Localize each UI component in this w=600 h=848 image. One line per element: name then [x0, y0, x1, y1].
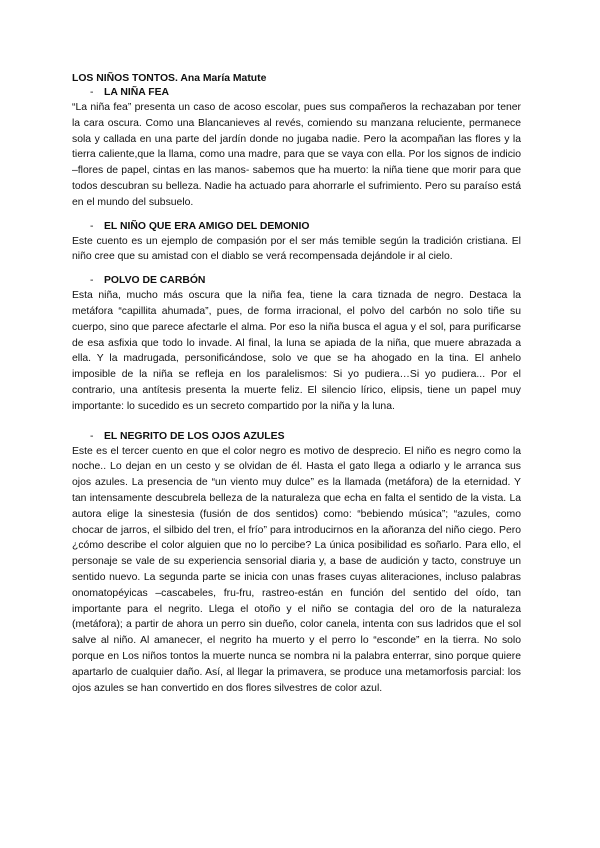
section-heading-text: LA NIÑA FEA — [104, 87, 170, 98]
section-heading — [72, 86, 521, 99]
bullet-dash: - — [90, 275, 94, 287]
bullet-dash: - — [90, 430, 94, 442]
section-heading — [72, 220, 521, 233]
section-polvo-de-carbon — [72, 274, 521, 414]
section-heading — [72, 430, 521, 443]
section-la-nina-fea — [72, 86, 521, 211]
section-el-negrito-de-los-ojos-azules — [72, 430, 521, 697]
section-heading-text: EL NEGRITO DE LOS OJOS AZULES — [104, 430, 285, 442]
document-title: LOS NIÑOS TONTOS. Ana María Matute — [72, 73, 267, 84]
section-heading-text: EL NIÑO QUE ERA AMIGO DEL DEMONIO — [104, 220, 310, 232]
section-body: Este cuento es un ejemplo de compasión por el ser más temible según la tradición cristiana. El niño cree que su amistad con el diablo se verá recompensada dejándole ir al cielo. — [72, 235, 521, 263]
section-el-nino-amigo-del-demonio — [72, 220, 521, 266]
section-heading-text: POLVO DE CARBÓN — [104, 275, 206, 287]
section-heading — [72, 274, 521, 287]
bullet-dash: - — [90, 87, 94, 98]
section-body: Este es el tercer cuento en que el color negro es motivo de desprecio. El niño es negro como la noche.. Lo dejan en un cesto y se olvidan de él. Hasta el gato llega a odiarlo y le arranca sus ojos azules. La presencia de “un viento muy dulce” es la llamada (metáfora) de la eternidad. Y tan intensamente descubrela belleza de la naturaleza que echa en falta el sentido de la vista. La autora elige la sinestesia (fusión de dos sentidos) como: “bebiendo música”; “azules, como chocar de jarros, el silbido del tren, el frío” para introducirnos en la añoranza del niño ciego. Pero ¿cómo describe el color alguien que no lo percibe? La única posibilidad es soñarlo. Para ello, el personaje se vale de su experiencia sensorial diaria y, a base de audición y tacto, construye un sentido nuevo. La segunda parte se inicia con unas frases cuyas aliteraciones, incluso palabras onomatopéyicas –cascabeles, fru-fru, rastreo-están en función del sentido del oído, tan importante para el negrito. Llega el otoño y el niño se contagia del oro de la naturaleza (metáfora); a partir de ahora un perro sin dueño, color canela, intenta con sus ladridos que el sol salve al niño. Al amanecer, el negrito ha muerto y el perro lo “esconde” en la tierra. No solo porque en Los niños tontos la muerte nunca se nombra ni la palabra enterrar, sino porque quiere apartarlo de cualquier daño. Así, al llegar la primavera, se produce una metamorfosis parcial: los ojos azules se han convertido en dos flores silvestres de color azul. — [72, 445, 521, 694]
section-body: “La niña fea” presenta un caso de acoso escolar, pues sus compañeros la rechazaban por tener la cara oscura. Como una Blancanieves al revés, comiendo su manzana reluciente, permanece sola y callada en una parte del jardín donde no jugaba nadie. Pero la acompañan las flores y la tierra caliente,que la llama, como una madre, para que se vaya con ella. Por los signos de indicio –flores de papel, cintas en las manos- sabemos que ha muerto: la niña tiene que morir para que todos descubran su belleza. Nadie ha actuado para ahorrarle el sufrimiento. Pero su paraíso está en el mundo del subsuelo. — [72, 102, 521, 208]
section-body: Esta niña, mucho más oscura que la niña fea, tiene la cara tiznada de negro. Destaca la metáfora “capillita ahumada”, pues, de forma irracional, el polvo del carbón no solo tiñe su cuerpo, sino que parece afectarle el alma. Por eso la niña busca el agua y el sol, para purificarse de esa asfixia que todo lo invade. Al final, la luna se apiada de la niña, que muere abrazada a ella. Y la madrugada, personificándose, solo ve que se ha ahogado en la tina. El anhelo imposible de la niña se refleja en los paralelismos: Si yo pudiera…Si yo pudiera... Por el contrario, una antítesis presenta la muerte feliz. El silencio lírico, elipsis, tiene un papel muy importante: lo sucedido es un secreto compartido por la niña y la luna. — [72, 290, 521, 412]
bullet-dash: - — [90, 220, 94, 232]
